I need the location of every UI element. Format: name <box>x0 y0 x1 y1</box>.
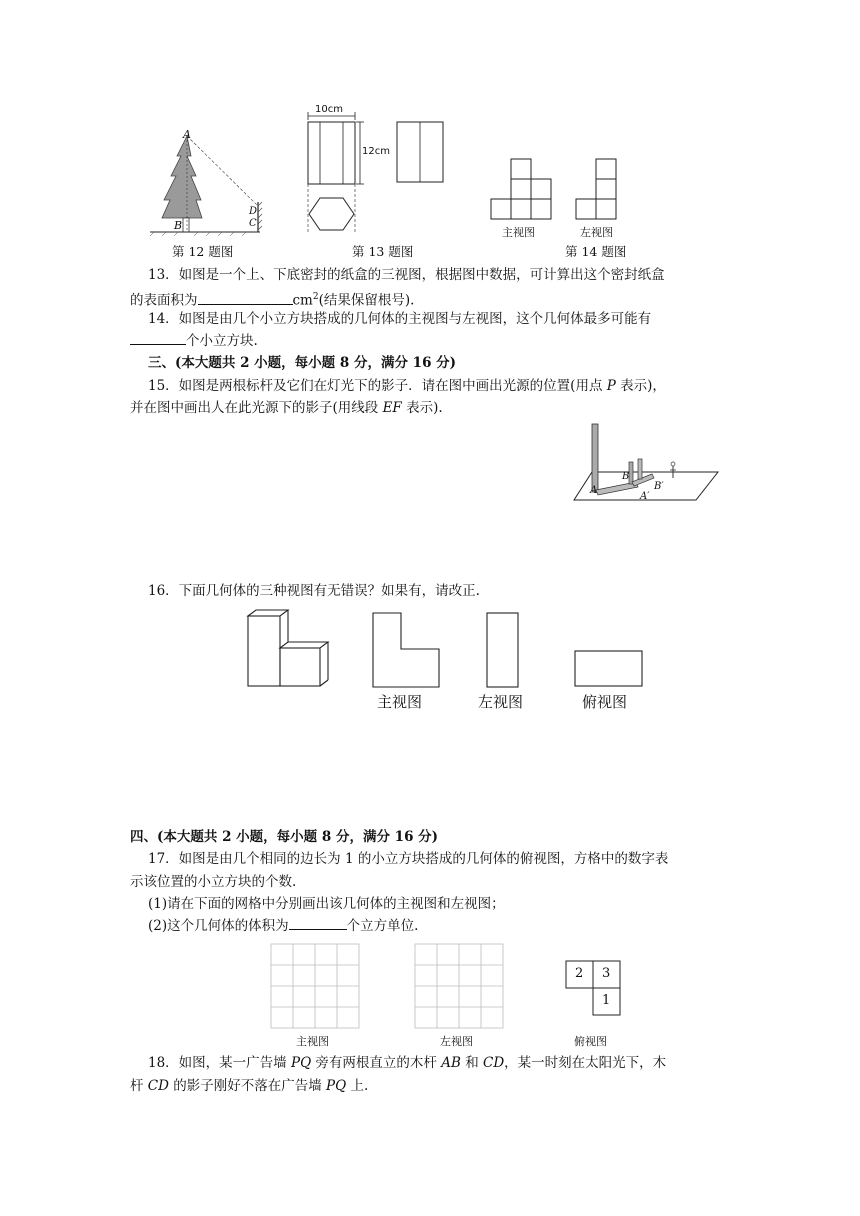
fig17-top-view <box>565 960 621 1016</box>
fig16-left-label: 左视图 <box>478 693 524 711</box>
q18-line2-e: 上. <box>346 1078 369 1094</box>
section-3-heading: 三、(本大题共 2 小题，每小题 8 分，满分 16 分) <box>148 355 457 371</box>
fig15-label-a: A <box>590 485 598 496</box>
q13-line2-pre: 的表面积为 <box>130 292 198 309</box>
fig14-caption: 第 14 题图 <box>565 244 627 259</box>
fig16-solid <box>246 608 332 688</box>
q17-line1: 17．如图是由几个相同的边长为 1 的小立方块搭成的几何体的俯视图，方格中的数字表 <box>148 851 669 867</box>
fig15-label-a-prime: A′ <box>640 491 650 502</box>
fig17-top-number-2: 3 <box>602 966 611 981</box>
fig16-top-label: 俯视图 <box>582 693 628 711</box>
q17-sub2-post: 个立方单位. <box>346 918 419 934</box>
fig13-height-label: 12cm <box>362 146 390 157</box>
q18-wall-pq: PQ <box>290 1055 312 1071</box>
q17-sub2-pre: (2)这个几何体的体积为 <box>148 918 289 934</box>
fig13-width-label: 10cm <box>315 104 343 115</box>
fig12-label-c: C <box>249 218 257 229</box>
fig17-top-number-1: 2 <box>575 966 584 981</box>
fig17-top-label: 俯视图 <box>574 1035 607 1048</box>
q18-pole-cd-2: CD <box>147 1078 169 1094</box>
q18-line2-c: 的影子刚好不落在广告墙 <box>168 1078 327 1094</box>
q18-wall-pq-2: PQ <box>326 1078 347 1094</box>
q15-line1-post: 表示)， <box>615 378 666 394</box>
fig17-top-number-3: 1 <box>602 993 611 1008</box>
q14-line1: 14．如图是由几个小立方块搭成的几何体的主视图与左视图，这个几何体最多可能有 <box>148 311 652 327</box>
q17-sub1: (1)请在下面的网格中分别画出该几何体的主视图和左视图； <box>148 896 505 912</box>
q13-line1: 13．如图是一个上、下底密封的纸盒的三视图，根据图中数据，可计算出这个密封纸盒 <box>148 267 665 283</box>
q15-point-p: P <box>606 378 616 394</box>
q18-line1 <box>148 1053 666 1073</box>
q18-pole-cd: CD <box>483 1055 505 1071</box>
fig16-top-view <box>574 650 644 688</box>
fig12-label-b: B <box>174 219 183 232</box>
fig13-caption: 第 13 题图 <box>352 244 414 259</box>
q18-line1-a: 18．如图，某一广告墙 <box>148 1055 291 1071</box>
q13-line2-post: (结果保留根号). <box>318 292 415 309</box>
q15-segment-ef: EF <box>382 400 402 416</box>
q17-line2: 示该位置的小立方块的个数. <box>130 874 297 890</box>
q13-line2 <box>130 287 414 311</box>
q15-line1-pre: 15．如图是两根标杆及它们在灯光下的影子．请在图中画出光源的位置(用点 <box>148 378 607 394</box>
q14-line2-post: 个小立方块. <box>186 333 258 349</box>
fig17-front-grid[interactable] <box>270 943 360 1029</box>
q14-answer-blank[interactable] <box>130 331 186 345</box>
q18-line2 <box>130 1076 368 1096</box>
q15-line2-pre: 并在图中画出人在此光源下的影子(用线段 <box>130 400 383 416</box>
q18-line1-c: 旁有两根直立的木杆 <box>311 1055 442 1071</box>
fig16-left-view <box>486 612 520 688</box>
fig16-front-view <box>372 612 440 688</box>
fig14-left-view <box>575 158 621 222</box>
fig15-label-b: B <box>622 471 630 482</box>
q17-answer-blank[interactable] <box>289 916 347 930</box>
q18-pole-ab: AB <box>441 1055 461 1071</box>
fig16-front-label: 主视图 <box>377 693 423 711</box>
fig12-label-d: D <box>249 206 258 217</box>
fig15-label-b-prime: B′ <box>654 481 664 492</box>
fig14-front-view <box>490 158 556 222</box>
fig12-caption: 第 12 题图 <box>172 244 234 259</box>
q13-unit-sup: 2 <box>312 292 319 302</box>
q15-line1 <box>148 376 666 396</box>
q14-line2 <box>130 331 258 351</box>
fig13-three-views <box>300 102 460 242</box>
q18-line1-e: 和 <box>460 1055 483 1071</box>
q15-line2-post: 表示). <box>401 400 443 416</box>
section-4-heading: 四、(本大题共 2 小题，每小题 8 分，满分 16 分) <box>130 829 439 845</box>
fig14-front-label: 主视图 <box>502 226 535 239</box>
q16-line1: 16．下面几何体的三种视图有无错误？如果有，请改正. <box>148 583 480 599</box>
fig17-front-label: 主视图 <box>296 1035 329 1048</box>
fig12-label-a: A <box>183 128 191 141</box>
q15-line2 <box>130 398 443 418</box>
fig17-left-grid[interactable] <box>414 943 504 1029</box>
q18-line1-g: ，某一时刻在太阳光下，木 <box>504 1055 667 1071</box>
q18-line2-a: 杆 <box>130 1078 148 1094</box>
q13-unit: cm <box>292 292 313 309</box>
q13-answer-blank[interactable] <box>198 291 293 305</box>
fig14-left-label: 左视图 <box>580 226 613 239</box>
q17-sub2 <box>148 916 418 936</box>
fig17-left-label: 左视图 <box>440 1035 473 1048</box>
